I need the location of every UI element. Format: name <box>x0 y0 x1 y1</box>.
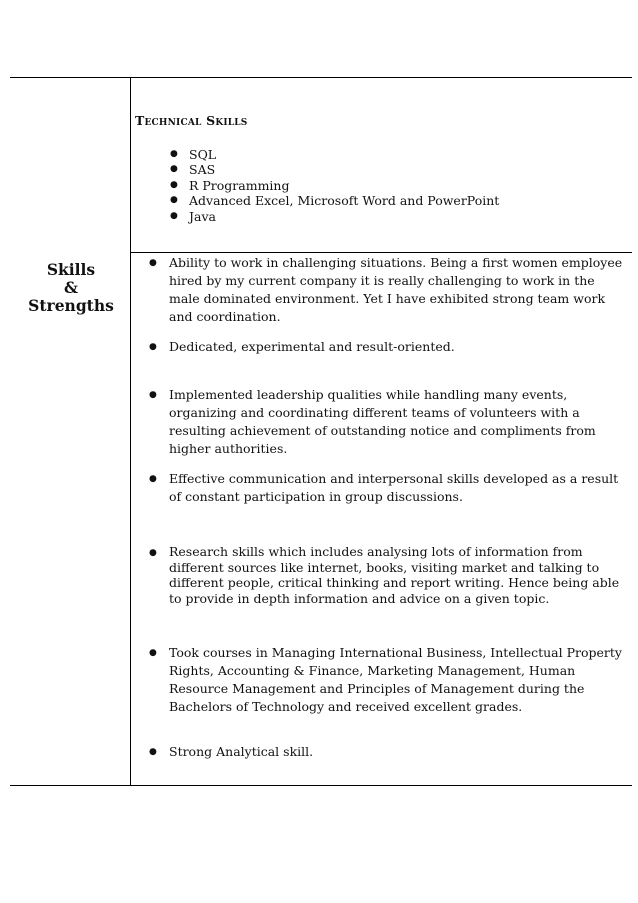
bullet-icon: ● <box>149 474 157 484</box>
bullet-icon: ● <box>149 342 157 352</box>
section-label <box>12 261 130 315</box>
section-label-line3: Strengths <box>28 296 114 315</box>
bullet-icon: ● <box>149 648 157 658</box>
strength-item: Research skills which includes analysing lots of information from different sources like internet, books, visiting market and talking to different people, critical thinking and report writing. Hence being able to provide in depth information and advice on a given topic. <box>169 544 620 606</box>
table-top-border <box>10 77 632 78</box>
bullet-icon: ● <box>149 548 157 558</box>
table-bottom-border <box>10 785 632 786</box>
strength-item: Effective communication and interpersonal skills developed as a result of constant participation in group discussions. <box>169 471 619 504</box>
bullet-icon: ● <box>149 747 157 757</box>
list-item: ● R Programming <box>170 178 499 193</box>
section-label-line2: & <box>64 278 78 297</box>
row-divider <box>131 252 632 253</box>
strength-item: Implemented leadership qualities while handling many events, organizing and coordinating different teams of volunteers with a resulting achievement of outstanding notice and compliments from higher authorities. <box>169 387 596 456</box>
strength-item: Ability to work in challenging situations. Being a first women employee hired by my current company it is really challenging to work in the male dominated environment. Yet I have exhibited strong team work and coordination. <box>169 255 623 324</box>
list-item: ● SAS <box>170 162 499 177</box>
list-item: ● SQL <box>170 147 499 162</box>
technical-skills-list <box>170 147 499 224</box>
list-item: ● Java <box>170 209 499 224</box>
list-item: ● Advanced Excel, Microsoft Word and PowerPoint <box>170 193 499 208</box>
strength-item: Dedicated, experimental and result-oriented. <box>169 339 455 354</box>
strength-item: Strong Analytical skill. <box>169 744 314 759</box>
strength-item: Took courses in Managing International Business, Intellectual Property Rights, Accounting & Finance, Marketing Management, Human Resource Management and Principles of Management during the Bachelors of Technology and received excellent grades. <box>169 645 622 714</box>
technical-skills-title: Technical Skills <box>135 113 248 128</box>
bullet-icon: ● <box>149 258 157 268</box>
section-label-line1: Skills <box>46 260 96 279</box>
bullet-icon: ● <box>149 390 157 400</box>
column-divider <box>130 77 131 785</box>
